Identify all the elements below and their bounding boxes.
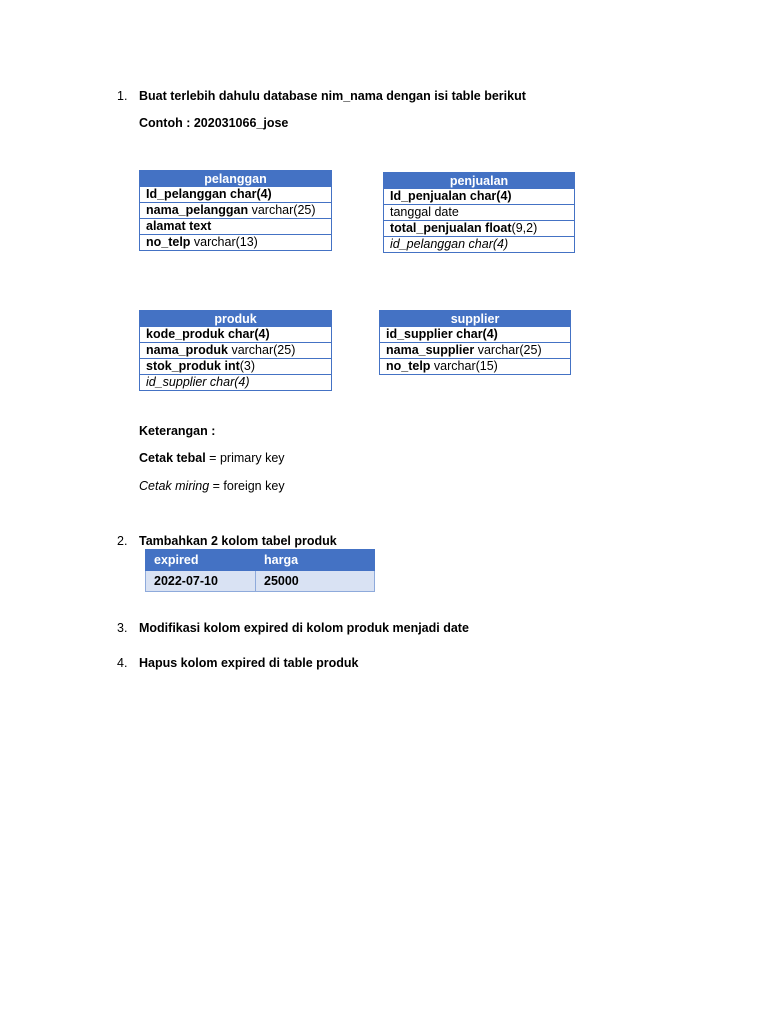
notes-heading: Keterangan : [139,424,216,438]
row-field: no_telp [386,359,431,373]
row-field: nama_produk [146,343,228,357]
note-label: Cetak tebal [139,451,206,465]
table-pelanggan [139,170,332,251]
note-value: = primary key [205,451,285,465]
item-text: Tambahkan 2 kolom tabel produk [139,534,337,548]
table-row [146,571,375,592]
table-row [140,375,332,391]
item-text: Hapus kolom expired di table produk [139,656,359,670]
example-line [139,116,288,130]
row-field: alamat text [146,219,212,233]
table-row [380,343,571,359]
row-type: varchar(25) [227,343,296,357]
table-row [384,189,575,205]
item-text: Modifikasi kolom expired di kolom produk menjadi date [139,621,469,635]
table-penjualan [383,172,575,253]
table-cell: 2022-07-10 [146,571,256,592]
row-field: id_supplier char(4) [146,375,250,389]
table-row [384,205,575,221]
table-row [380,359,571,375]
row-field: kode_produk char(4) [146,327,270,341]
row-type: varchar(15) [430,359,498,373]
row-type: (9,2) [511,221,538,235]
row-type: varchar(13) [190,235,258,249]
row-type: varchar(25) [474,343,542,357]
table-produk [139,310,332,391]
table-row [140,187,332,203]
example-label: Contoh : [139,116,194,130]
row-field: total_penjualan float [390,221,512,235]
item-number: 2. [117,534,128,548]
note-label: Cetak miring [139,479,210,493]
table-row [384,237,575,253]
row-field: tanggal date [390,205,459,219]
column-header: expired [146,550,256,571]
table-new-columns [145,549,375,592]
row-field: Id_pelanggan char(4) [146,187,272,201]
table-row [140,327,332,343]
row-field: no_telp [146,235,191,249]
table-row [140,235,332,251]
table-row [140,359,332,375]
column-header: harga [256,550,375,571]
note-foreign-key [139,479,285,493]
table-row [140,343,332,359]
table-row [140,203,332,219]
table-supplier [379,310,571,375]
row-field: id_pelanggan char(4) [390,237,509,251]
note-primary-key [139,451,285,465]
table-title: penjualan [384,173,575,189]
row-field: id_supplier char(4) [386,327,498,341]
table-title: supplier [380,311,571,327]
row-field: nama_supplier [386,343,475,357]
row-type: (3) [239,359,256,373]
note-value: = foreign key [209,479,285,493]
row-field: Id_penjualan char(4) [390,189,512,203]
row-type: varchar(25) [248,203,316,217]
table-title: produk [140,311,332,327]
item-number: 3. [117,621,128,635]
table-row [380,327,571,343]
item-text: Buat terlebih dahulu database nim_nama dengan isi table berikut [139,89,526,103]
row-field: stok_produk int [146,359,240,373]
row-field: nama_pelanggan [146,203,249,217]
table-row [384,221,575,237]
example-value: 202031066_jose [193,116,289,130]
table-title: pelanggan [140,171,332,187]
table-cell: 25000 [256,571,375,592]
table-row [140,219,332,235]
item-number: 1. [117,89,128,103]
item-number: 4. [117,656,128,670]
